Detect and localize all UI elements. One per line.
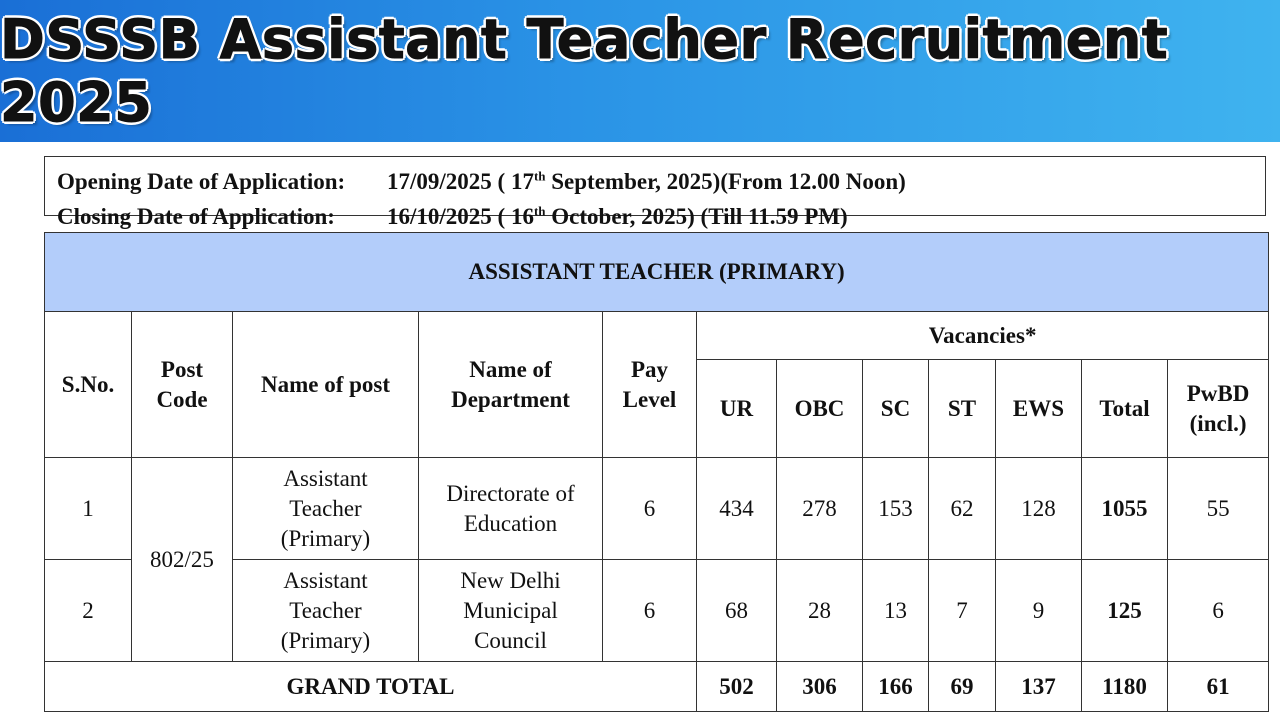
header-ur: UR [697, 360, 777, 458]
cell-ur: 68 [697, 560, 777, 662]
cell-department: Directorate of Education [419, 458, 603, 560]
grand-total-sc: 166 [863, 662, 929, 712]
vacancy-table [44, 232, 1269, 712]
header-row-1 [45, 312, 1269, 360]
cell-st: 62 [929, 458, 996, 560]
cell-sc: 153 [863, 458, 929, 560]
cell-pay-level: 6 [603, 458, 697, 560]
opening-date-line [57, 161, 1253, 197]
cell-post-name: Assistant Teacher (Primary) [233, 458, 419, 560]
cell-pay-level: 6 [603, 560, 697, 662]
header-sc: SC [863, 360, 929, 458]
header-name-of-post: Name of post [233, 312, 419, 458]
grand-total-label: GRAND TOTAL [45, 662, 697, 712]
cell-obc: 278 [777, 458, 863, 560]
cell-sno: 2 [45, 560, 132, 662]
table-title-row [45, 233, 1269, 312]
opening-date-label: Opening Date of Application: [57, 168, 346, 194]
cell-post-code: 802/25 [132, 458, 233, 662]
header-total: Total [1082, 360, 1168, 458]
cell-ur: 434 [697, 458, 777, 560]
table-row [45, 458, 1269, 560]
header-department: Name of Department [419, 312, 603, 458]
cell-sno: 1 [45, 458, 132, 560]
header-obc: OBC [777, 360, 863, 458]
title-banner [0, 0, 1280, 142]
cell-post-name: Assistant Teacher (Primary) [233, 560, 419, 662]
grand-total-pwbd: 61 [1168, 662, 1269, 712]
header-pay-level: Pay Level [603, 312, 697, 458]
cell-sc: 13 [863, 560, 929, 662]
closing-date-value: 16/10/2025 ( 16th October, 2025) (Till 11.59 PM) [387, 203, 848, 230]
application-dates-box [44, 156, 1266, 230]
header-sno: S.No. [45, 312, 132, 458]
grand-total-total: 1180 [1082, 662, 1168, 712]
cell-pwbd: 6 [1168, 560, 1269, 662]
grand-total-ews: 137 [996, 662, 1082, 712]
closing-date-line [57, 197, 1253, 233]
cell-pwbd: 55 [1168, 458, 1269, 560]
cell-total: 125 [1082, 560, 1168, 662]
opening-date-value: 17/09/2025 ( 17th September, 2025)(From 12.00 Noon) [387, 168, 906, 194]
table-title: ASSISTANT TEACHER (PRIMARY) [45, 233, 1269, 312]
cell-obc: 28 [777, 560, 863, 662]
cell-ews: 128 [996, 458, 1082, 560]
cell-st: 7 [929, 560, 996, 662]
cell-department: New Delhi Municipal Council [419, 560, 603, 662]
header-st: ST [929, 360, 996, 458]
header-post-code: Post Code [132, 312, 233, 458]
cell-ews: 9 [996, 560, 1082, 662]
grand-total-ur: 502 [697, 662, 777, 712]
grand-total-obc: 306 [777, 662, 863, 712]
grand-total-row [45, 662, 1269, 712]
cell-total: 1055 [1082, 458, 1168, 560]
header-vacancies: Vacancies* [697, 312, 1269, 360]
page-title: DSSSB Assistant Teacher Recruitment 2025 [0, 8, 1169, 134]
header-pwbd: PwBD (incl.) [1168, 360, 1269, 458]
header-ews: EWS [996, 360, 1082, 458]
grand-total-st: 69 [929, 662, 996, 712]
closing-date-label: Closing Date of Application: [57, 204, 335, 230]
